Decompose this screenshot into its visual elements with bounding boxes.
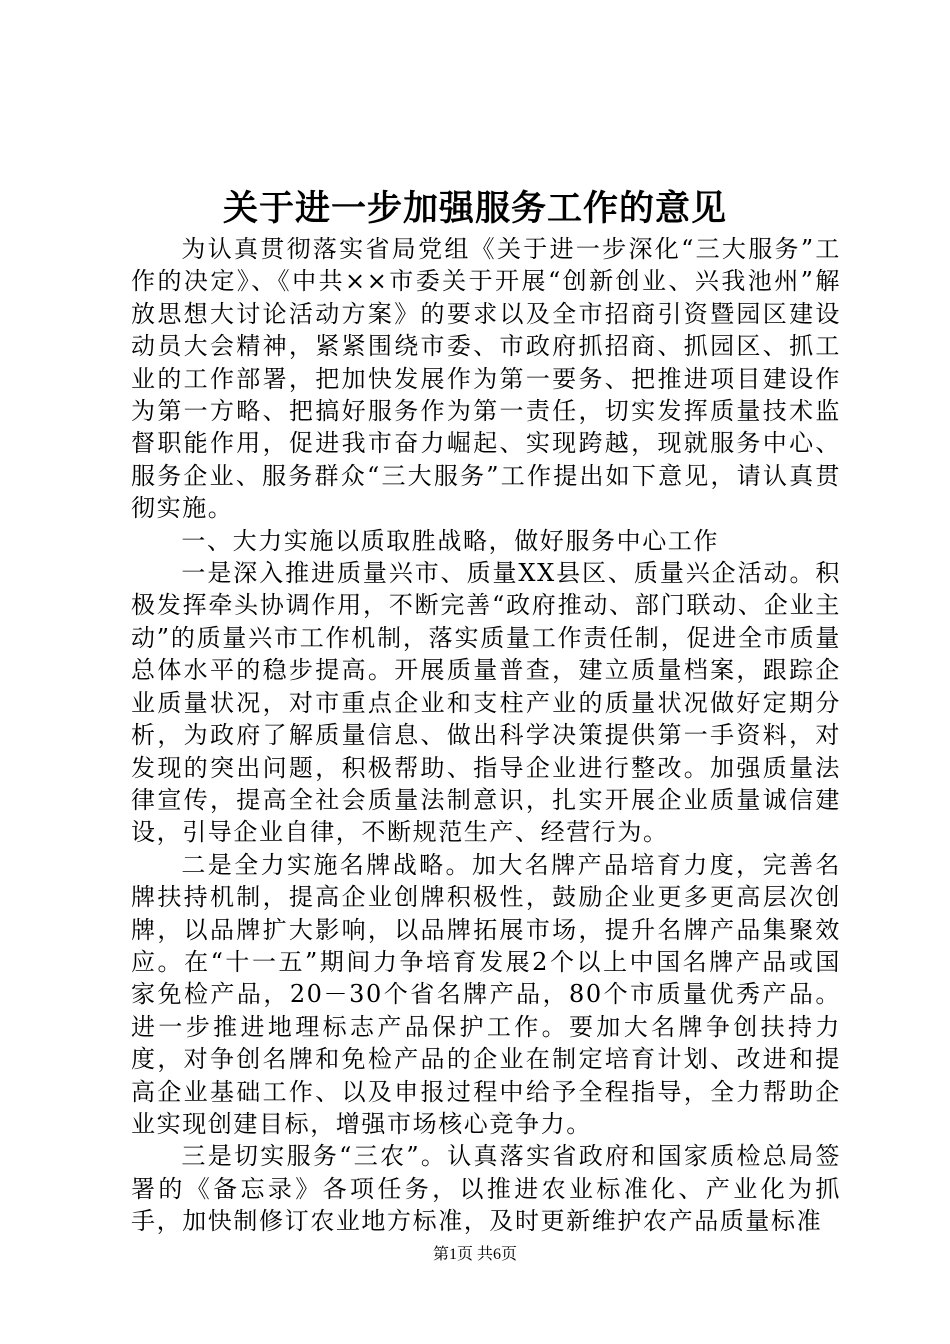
paragraph-point-3: 三是切实服务“三农”。认真落实省政府和国家质检总局签署的《备忘录》各项任务，以推进农业标准化、产业化为抓手，加快制修订农业地方标准，及时更新维护农产品质量标准 <box>131 1142 841 1236</box>
section-heading-1: 一、大力实施以质取胜战略，做好服务中心工作 <box>181 526 719 555</box>
paragraph-intro: 为认真贯彻落实省局党组《关于进一步深化“三大服务”工作的决定》、《中共××市委关于开展“创新创业、兴我池州”解放思想大讨论活动方案》的要求以及全市招商引资暨园区建设动员大会精神，紧紧围绕市委、市政府抓招商、抓园区、抓工业的工作部署，把加快发展作为第一要务、把推进项目建设作为第一方略、把搞好服务作为第一责任，切实发挥质量技术监督职能作用，促进我市奋力崛起、实现跨越，现就服务中心、服务企业、服务群众“三大服务”工作提出如下意见，请认真贯彻实施。 <box>131 235 841 523</box>
document-body <box>131 233 841 1238</box>
paragraph-point-2: 二是全力实施名牌战略。加大名牌产品培育力度，完善名牌扶持机制，提高企业创牌积极性，鼓励企业更多更高层次创牌，以品牌扩大影响，以品牌拓展市场，提升名牌产品集聚效应。在“十一五”期间力争培育发展2个以上中国名牌产品或国家免检产品，20－30个省名牌产品，80个市质量优秀产品。进一步推进地理标志产品保护工作。要加大名牌争创扶持力度，对争创名牌和免检产品的企业在制定培育计划、改进和提高企业基础工作、以及申报过程中给予全程指导，全力帮助企业实现创建目标，增强市场核心竞争力。 <box>131 850 841 1138</box>
page-footer: 第1页 共6页 <box>432 1246 517 1263</box>
paragraph-point-1: 一是深入推进质量兴市、质量XX县区、质量兴企活动。积极发挥牵头协调作用，不断完善“政府推动、部门联动、企业主动”的质量兴市工作机制，落实质量工作责任制，促进全市质量总体水平的稳步提高。开展质量普查，建立质量档案，跟踪企业质量状况，对市重点企业和支柱产业的质量状况做好定期分析，为政府了解质量信息、做出科学决策提供第一手资料，对发现的突出问题，积极帮助、指导企业进行整改。加强质量法律宣传，提高全社会质量法制意识，扎实开展企业质量诚信建设，引导企业自律，不断规范生产、经营行为。 <box>131 559 841 847</box>
document-title: 关于进一步加强服务工作的意见 <box>222 188 727 229</box>
